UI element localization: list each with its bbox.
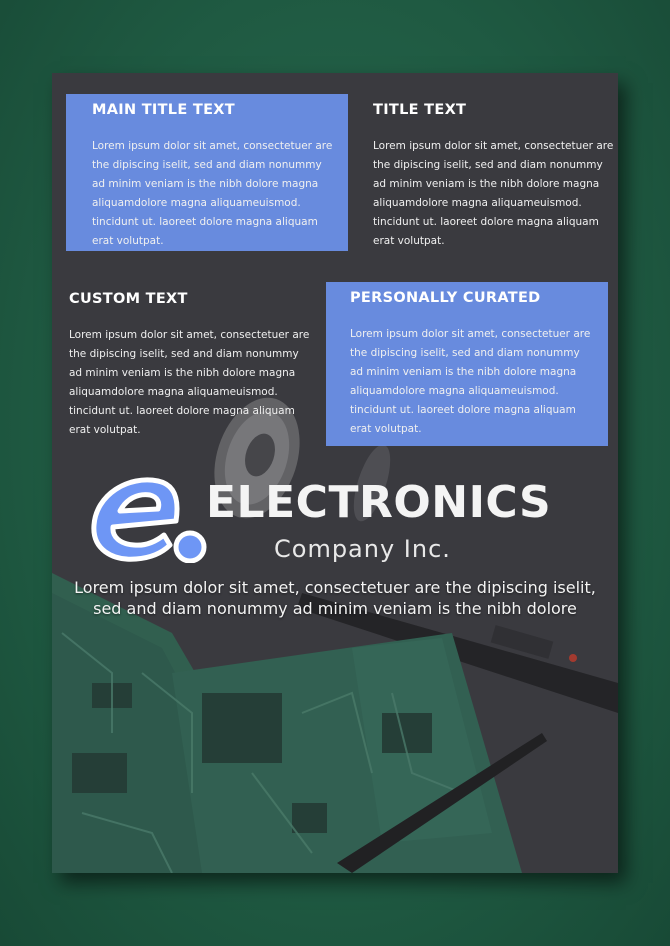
personally-curated-body: Lorem ipsum dolor sit amet, consectetuer are the dipiscing iselit, sed and diam nonummy ad minim veniam is the nibh dolore magna aliquamdolore magna aliquameuismod. tincidunt ut. laoreet dolore magna aliquam erat volutpat.: [350, 328, 591, 435]
personally-curated-heading: PERSONALLY CURATED: [350, 290, 541, 306]
title-text-heading: TITLE TEXT: [373, 102, 467, 118]
custom-text-block: [60, 283, 310, 440]
brand-subtitle: Company Inc.: [274, 535, 451, 563]
title-text-body: Lorem ipsum dolor sit amet, consectetuer are the dipiscing iselit, sed and diam nonummy ad minim veniam is the nibh dolore magna aliquamdolore magna aliquameuismod. tincidunt ut. laoreet dolore magna aliquam erat volutpat.: [373, 140, 614, 247]
title-text-block: [364, 94, 614, 251]
main-title-heading: MAIN TITLE TEXT: [92, 102, 235, 118]
custom-text-heading: CUSTOM TEXT: [69, 291, 188, 307]
brand-tagline: Lorem ipsum dolor sit amet, consectetuer are the dipiscing iselit, sed and diam nonummy ad minim veniam is the nibh dolore: [74, 578, 596, 618]
flyer-page: [52, 73, 618, 873]
main-title-block: [66, 94, 348, 251]
main-title-body: Lorem ipsum dolor sit amet, consectetuer are the dipiscing iselit, sed and diam nonummy ad minim veniam is the nibh dolore magna aliquamdolore magna aliquameuismod. tincidunt ut. laoreet dolore magna aliquam erat volutpat.: [92, 140, 333, 247]
personally-curated-block: [326, 282, 608, 446]
e-letter-logo-icon: [88, 473, 212, 563]
custom-text-body: Lorem ipsum dolor sit amet, consectetuer are the dipiscing iselit, sed and diam nonummy ad minim veniam is the nibh dolore magna aliquamdolore magna aliquameuismod. tincidunt ut. laoreet dolore magna aliquam erat volutpat.: [69, 329, 310, 436]
brand-name: ELECTRONICS: [206, 477, 552, 528]
